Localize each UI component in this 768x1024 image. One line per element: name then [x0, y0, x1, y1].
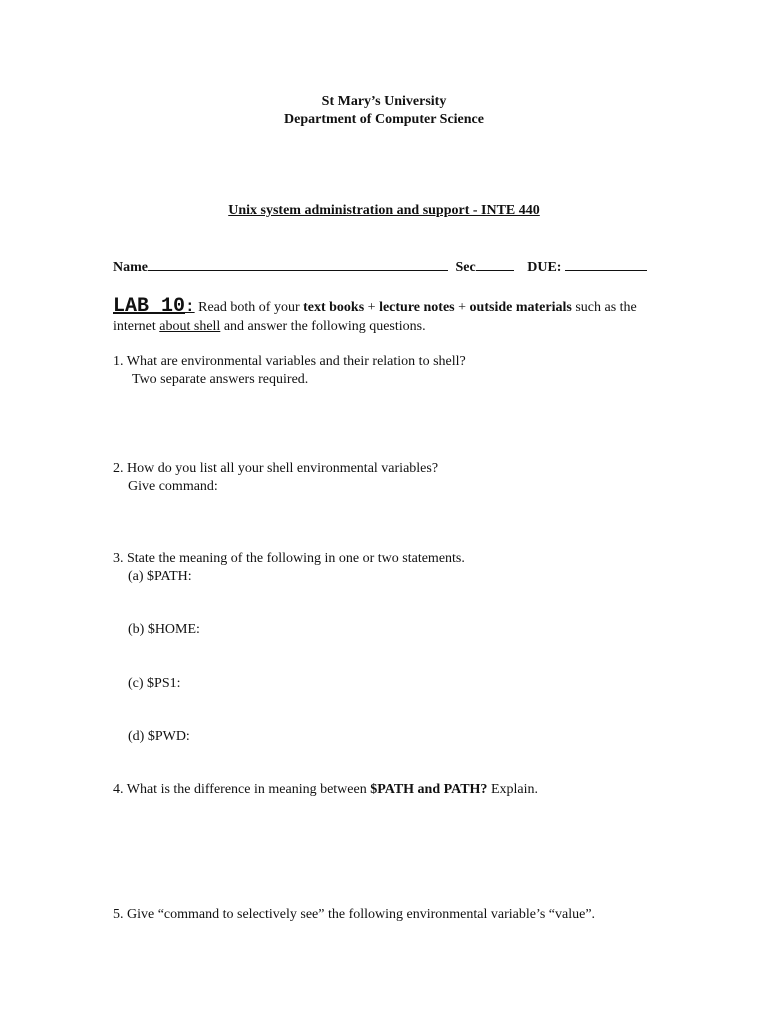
question-3-d: (d) $PWD:	[128, 729, 190, 744]
question-2-sub: Give command:	[128, 479, 218, 494]
lab-title: LAB 10	[113, 295, 186, 318]
question-3-b: (b) $HOME:	[128, 622, 200, 637]
intro-line-1	[113, 295, 637, 318]
university-name: St Mary’s University	[321, 94, 447, 109]
due-blank[interactable]	[565, 258, 647, 271]
question-1: 1. What are environmental variables and their relation to shell?	[113, 354, 466, 369]
question-3-c: (c) $PS1:	[128, 676, 181, 691]
student-info-line	[113, 258, 647, 276]
lab-colon: :	[185, 298, 195, 316]
intro-bold-outside-materials: outside materials	[469, 300, 572, 315]
course-title	[0, 203, 768, 219]
question-4-bold: $PATH and PATH?	[370, 782, 488, 797]
course-title-text: Unix system administration and support - INTE 440	[228, 203, 540, 218]
name-label: Name	[113, 260, 148, 275]
question-3-a: (a) $PATH:	[128, 569, 192, 584]
intro-text-1: Read both of your	[194, 300, 304, 315]
question-3: 3. State the meaning of the following in one or two statements.	[113, 551, 465, 566]
question-1-sub: Two separate answers required.	[132, 372, 309, 387]
intro-line-2	[113, 319, 426, 335]
department-name: Department of Computer Science	[284, 112, 484, 127]
intro-bold-lecture-notes: lecture notes	[379, 300, 455, 315]
intro-text-2: such as the	[571, 300, 637, 315]
question-4-text-a: 4. What is the difference in meaning between	[113, 782, 371, 797]
question-5: 5. Give “command to selectively see” the following environmental variable’s “value”.	[113, 907, 596, 922]
sec-blank[interactable]	[476, 258, 514, 271]
intro-line-2-b: and answer the following questions.	[220, 319, 426, 334]
name-blank[interactable]	[148, 258, 448, 271]
intro-about-shell: about shell	[159, 319, 221, 334]
intro-plus-1: +	[364, 300, 380, 315]
intro-line-2-a: internet	[113, 319, 160, 334]
intro-plus-2: +	[454, 300, 470, 315]
question-4	[113, 782, 538, 798]
sec-label: Sec	[455, 260, 476, 275]
intro-bold-textbooks: text books	[303, 300, 365, 315]
question-4-text-c: Explain.	[487, 782, 538, 797]
due-label: DUE:	[527, 260, 562, 275]
question-2: 2. How do you list all your shell environmental variables?	[113, 461, 439, 476]
